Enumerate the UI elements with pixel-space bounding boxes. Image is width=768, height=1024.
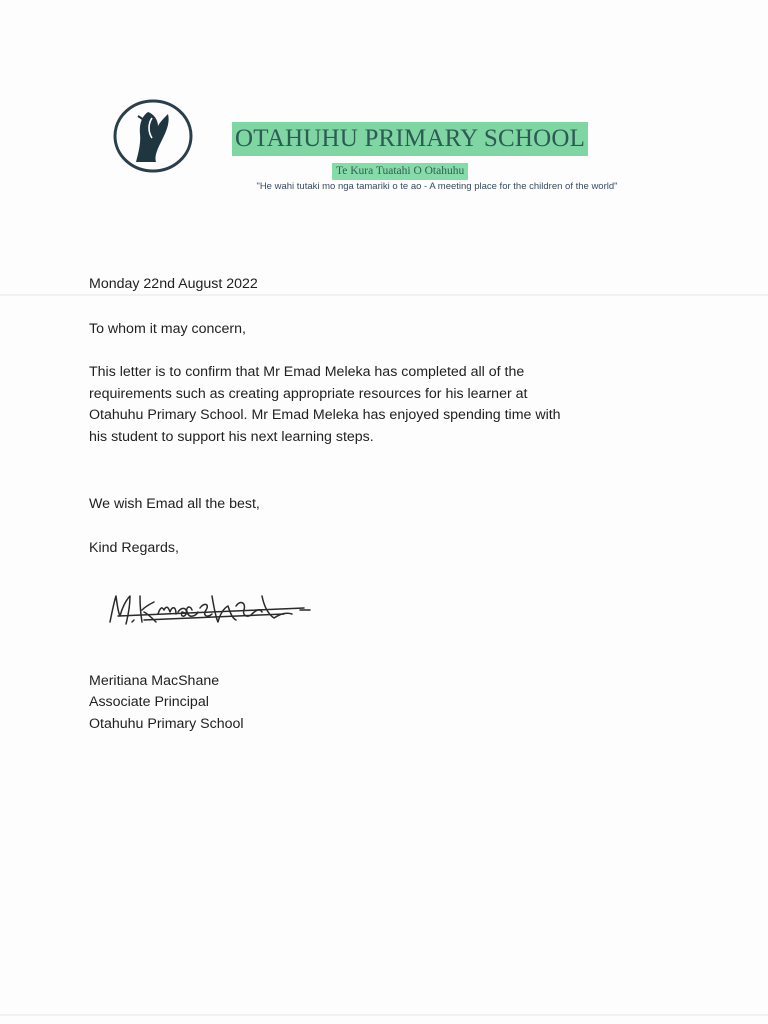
handwritten-signature (104, 584, 356, 642)
letter-body-line: requirements such as creating appropriate resources for his learner at (89, 385, 528, 402)
letter-salutation: To whom it may concern, (89, 321, 246, 337)
letter-wish: We wish Emad all the best, (89, 496, 260, 512)
signatory-title: Associate Principal (89, 694, 209, 710)
school-name: OTAHUHU PRIMARY SCHOOL (232, 122, 588, 156)
letter-body-line: Otahuhu Primary School. Mr Emad Meleka has enjoyed spending time with (89, 407, 561, 423)
letter-body-line: This letter is to confirm that Mr Emad Meleka has completed all of the (89, 364, 525, 380)
letter-body (89, 362, 689, 448)
signatory-name: Meritiana MacShane (89, 673, 220, 689)
bird-crest-logo-icon (112, 98, 194, 174)
school-motto: "He wahi tutaki mo nga tamariki o te ao - A meeting place for the children of the world" (256, 181, 618, 192)
scan-artifact-line (0, 1014, 768, 1016)
school-name-maori: Te Kura Tuatahi O Otahuhu (332, 163, 468, 180)
letter-body-line: his student to support his next learning steps. (89, 428, 374, 445)
letterhead (0, 0, 768, 240)
signatory-school: Otahuhu Primary School (89, 716, 244, 732)
letter-closing: Kind Regards, (89, 540, 179, 556)
letter-date: Monday 22nd August 2022 (89, 276, 258, 292)
